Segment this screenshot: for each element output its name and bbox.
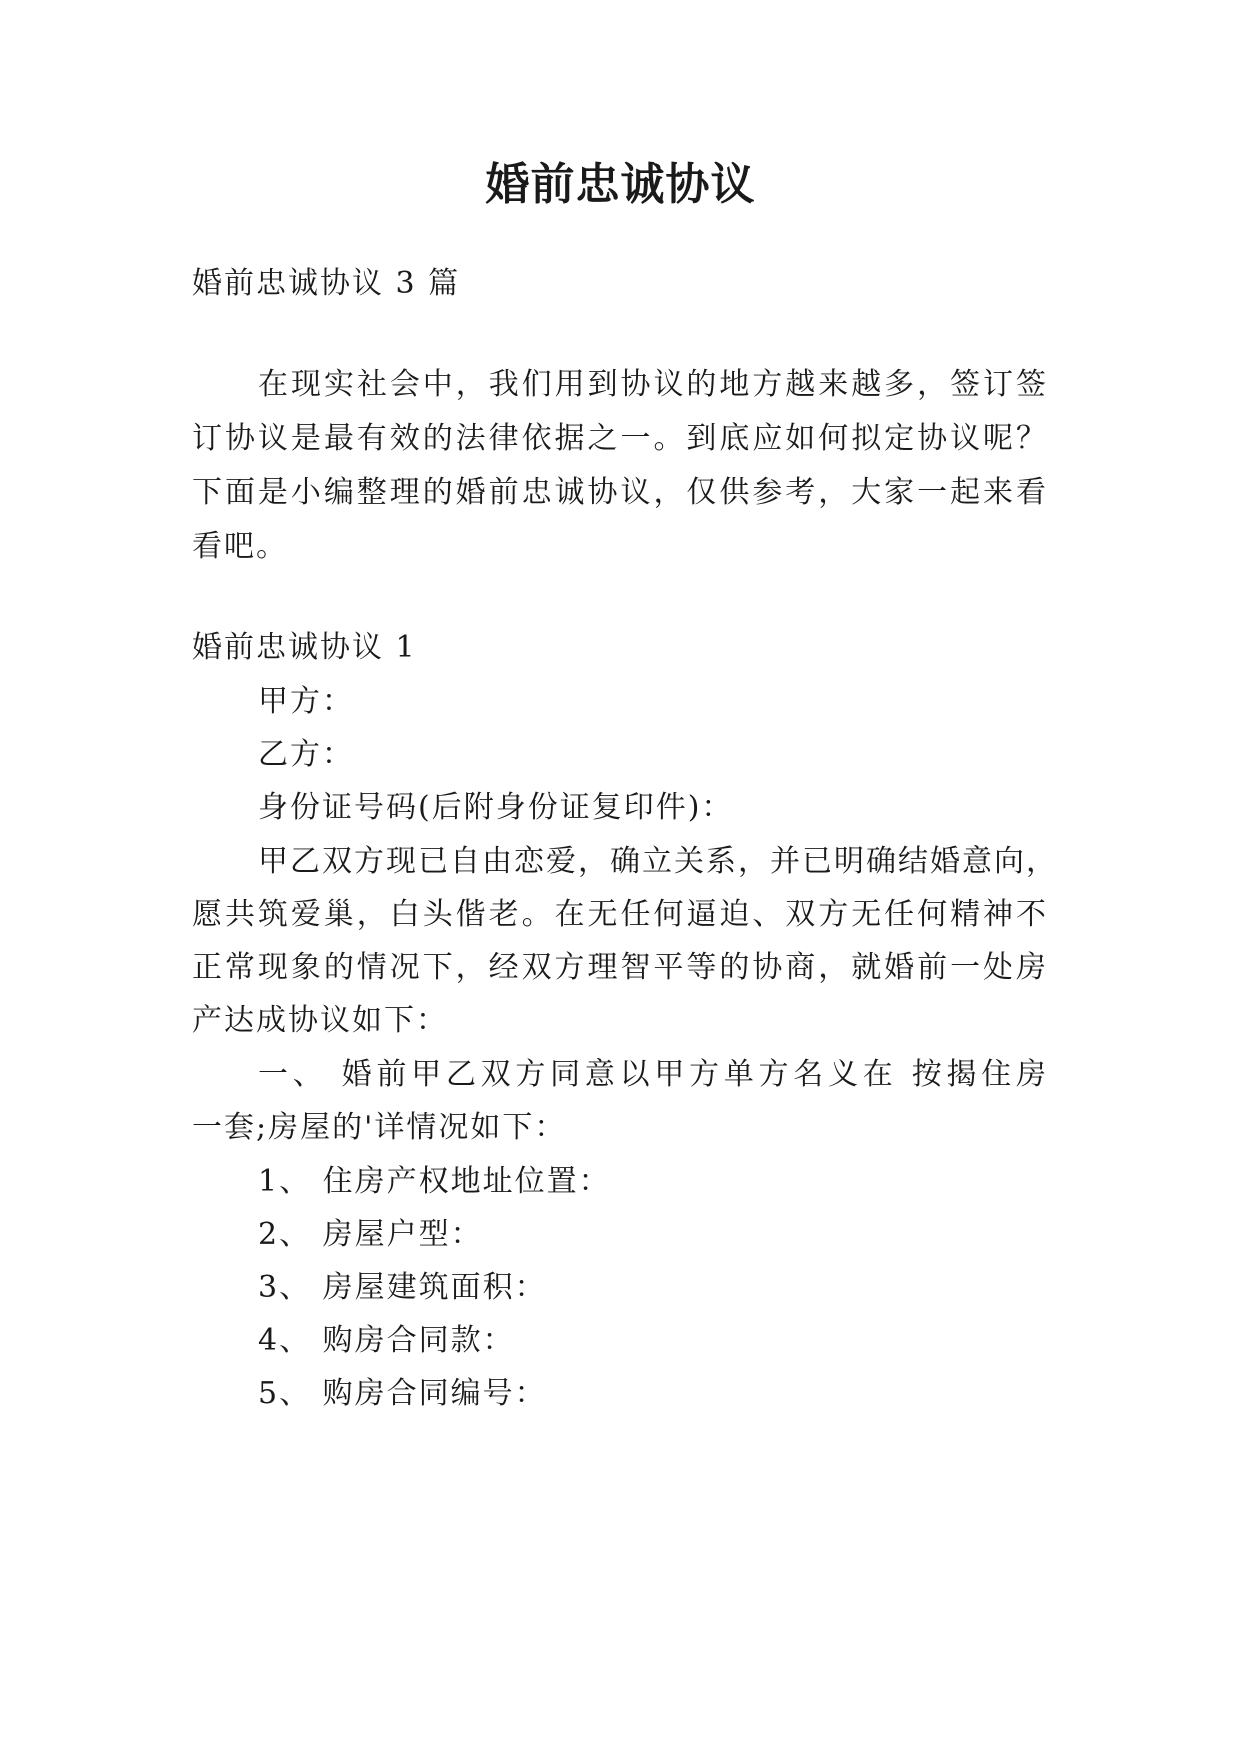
party-a-label: 甲方： bbox=[258, 684, 354, 719]
list-item: 5、 购房合同编号： bbox=[258, 1376, 547, 1411]
party-b-label: 乙方： bbox=[258, 737, 354, 772]
intro-line: 在现实社会中，我们用到协议的地方越来越多，签订签 bbox=[258, 367, 1048, 402]
paragraph-line: 正常现象的情况下，经双方理智平等的协商，就婚前一处房 bbox=[192, 950, 1048, 985]
document-title: 婚前忠诚协议 bbox=[485, 159, 756, 210]
intro-line: 看吧。 bbox=[192, 529, 288, 564]
list-item: 1、 住房产权地址位置： bbox=[258, 1164, 611, 1199]
intro-line: 订协议是最有效的法律依据之一。到底应如何拟定协议呢？ bbox=[192, 421, 1048, 456]
list-item: 4、 购房合同款： bbox=[258, 1323, 515, 1358]
clause-line: 一套;房屋的'详情况如下： bbox=[192, 1110, 567, 1145]
paragraph-line: 产达成协议如下： bbox=[192, 1003, 448, 1038]
clause-line: 一、 婚前甲乙双方同意以甲方单方名义在 按揭住房 bbox=[258, 1057, 1048, 1092]
id-number-label: 身份证号码(后附身份证复印件)： bbox=[258, 790, 734, 825]
paragraph-line: 愿共筑爱巢，白头偕老。在无任何逼迫、双方无任何精神不 bbox=[192, 897, 1048, 932]
subtitle: 婚前忠诚协议 3 篇 bbox=[192, 266, 461, 301]
intro-line: 下面是小编整理的婚前忠诚协议，仅供参考，大家一起来看 bbox=[192, 475, 1048, 510]
list-item: 2、 房屋户型： bbox=[258, 1217, 483, 1252]
section-heading: 婚前忠诚协议 1 bbox=[192, 630, 417, 665]
list-item: 3、 房屋建筑面积： bbox=[258, 1270, 547, 1305]
paragraph-line: 甲乙双方现已自由恋爱，确立关系，并已明确结婚意向， bbox=[258, 844, 1058, 879]
